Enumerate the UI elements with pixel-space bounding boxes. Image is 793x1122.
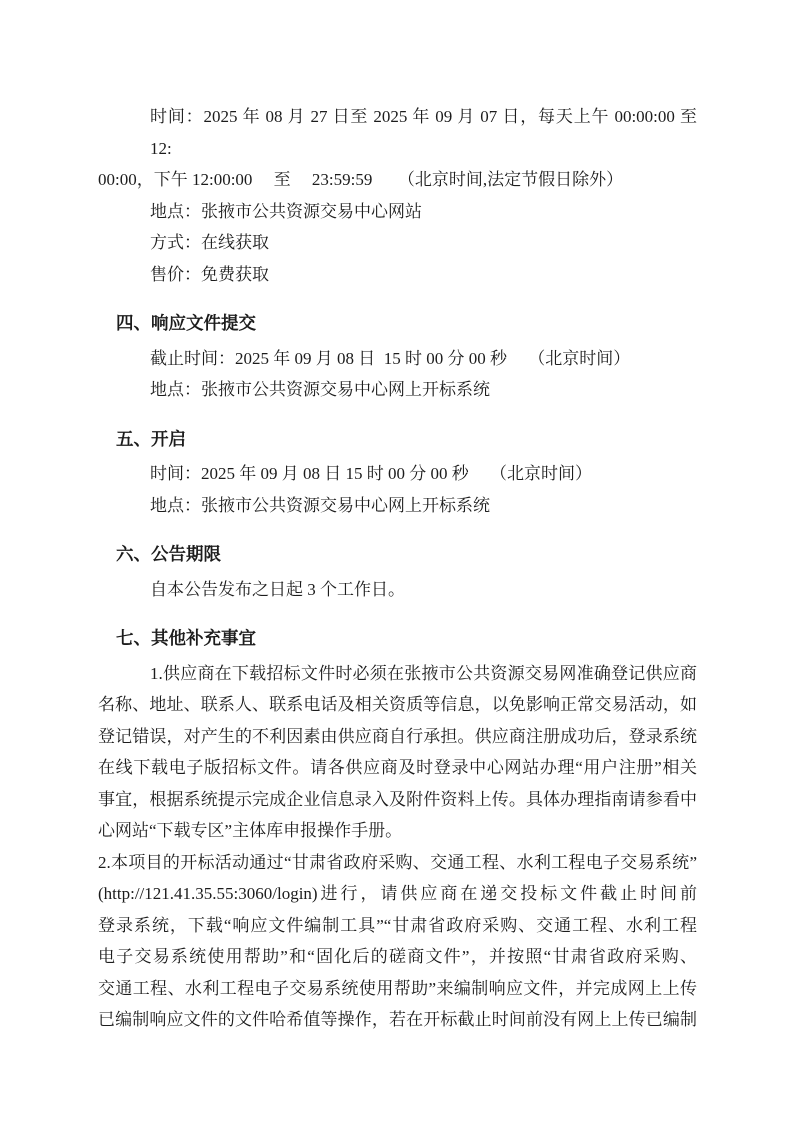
document-line: (http://121.41.35.55:3060/login)进行，请供应商在递交投标文件截止时间前 [98,884,697,903]
document-line: 2.本项目的开标活动通过“甘肃省政府采购、交通工程、水利工程电子交易系统” [98,852,697,872]
document-line: 时间：2025 年 09 月 08 日 15 时 00 分 00 秒 （北京时间） [150,464,592,483]
document-line: 事宜，根据系统提示完成企业信息录入及附件资料上传。具体办理指南请参看中 [98,789,697,809]
document-line: 00:00，下午 12:00:00 至 23:59:59 （北京时间,法定节假日除外） [98,170,624,189]
document-line: 名称、地址、联系人、联系电话及相关资质等信息，以免影响正常交易活动，如 [98,695,697,714]
document-line: 已编制响应文件的文件哈希值等操作，若在开标截止时间前没有网上上传已编制 [98,1010,697,1029]
document-line: 登记错误，对产生的不利因素由供应商自行承担。供应商注册成功后，登录系统 [98,726,697,746]
section-heading: 四、响应文件提交 [116,313,256,333]
section-heading: 七、其他补充事宜 [116,628,256,648]
document-line: 地点：张掖市公共资源交易中心网站 [150,201,422,221]
document-line: 截止时间：2025 年 09 月 08 日 15 时 00 分 00 秒 （北京时间） [150,348,631,368]
section-heading: 六、公告期限 [116,544,221,564]
document-line: 方式：在线获取 [150,233,269,252]
section-heading: 五、开启 [116,428,186,449]
document-line: 时间：2025 年 08 月 27 日至 2025 年 09 月 07 日，每天上午 00:00:00 至 12: [150,107,702,158]
document-line: 登录系统，下载“响应文件编制工具”“甘肃省政府采购、交通工程、水利工程 [98,915,697,935]
document-line: 地点：张掖市公共资源交易中心网上开标系统 [150,495,490,515]
document-line: 在线下载电子版招标文件。请各供应商及时登录中心网站办理“用户注册”相关 [98,758,697,777]
document-line: 心网站“下载专区”主体库申报操作手册。 [98,821,403,840]
document-line: 地点：张掖市公共资源交易中心网上开标系统 [150,380,490,399]
document-line: 电子交易系统使用帮助”和“固化后的磋商文件”，并按照“甘肃省政府采购、 [98,947,697,966]
document-line: 售价：免费获取 [150,264,269,284]
document-line: 交通工程、水利工程电子交易系统使用帮助”来编制响应文件，并完成网上上传 [98,978,697,998]
document-line: 1.供应商在下载招标文件时必须在张掖市公共资源交易网准确登记供应商 [150,663,697,683]
document-line: 自本公告发布之日起 3 个工作日。 [150,579,405,599]
